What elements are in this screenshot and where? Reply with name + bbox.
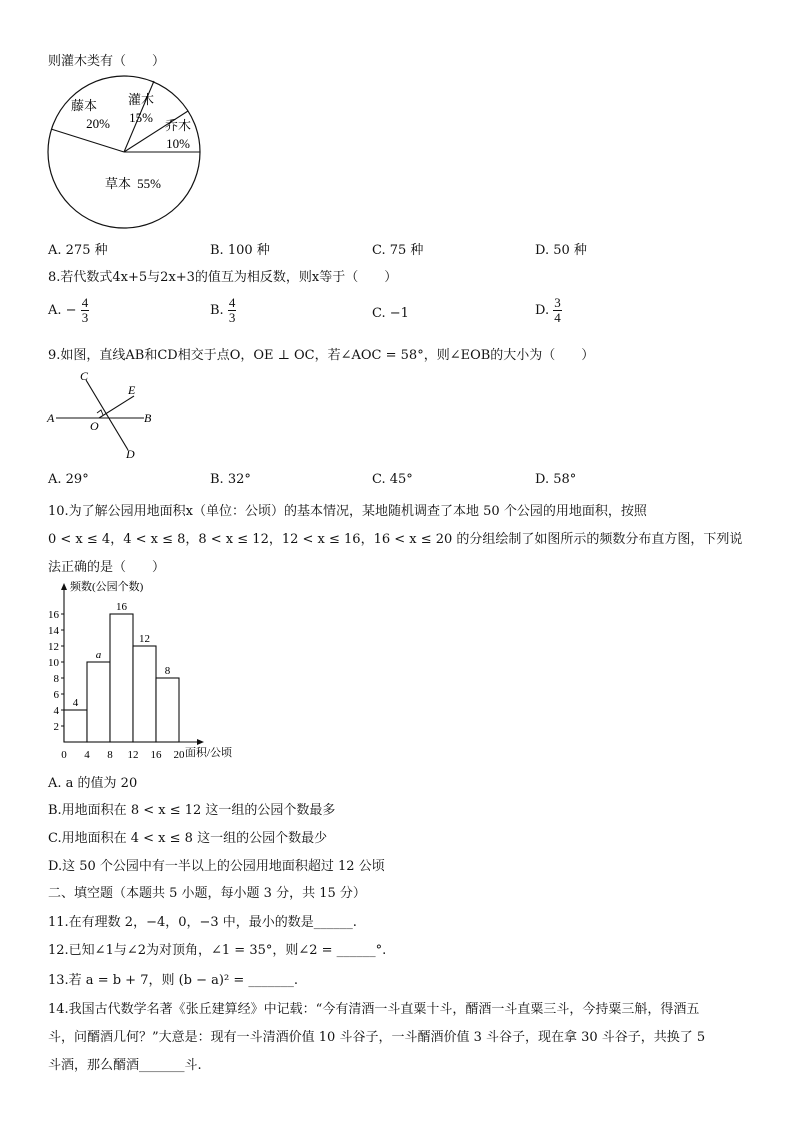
section-2-heading: 二、填空题（本题共 5 小题，每小题 3 分，共 15 分） [48,886,366,901]
histogram-x-axis-label: 面积/公顷 [185,747,233,759]
q7-option-a: A. 275 种 [48,243,108,258]
histogram-y-tick-label: 16 [48,609,59,621]
point-label-d: D [126,447,135,461]
histogram-y-tick-label: 6 [53,689,59,701]
histogram-y-tick-label: 2 [53,721,59,733]
frequency-histogram [44,578,254,764]
q8-option-a [48,296,89,325]
q10-option-a: A. a 的值为 20 [48,776,138,791]
q8-option-b-prefix: B. [210,303,228,318]
q7-option-b: B. 100 种 [210,243,270,258]
histogram-bar-label: a [95,649,102,661]
histogram-bar [156,678,179,742]
pie-pct-guanmu: 15% [129,110,153,125]
point-label-b: B [144,411,152,425]
histogram-bar [110,614,133,742]
histogram-x-tick-label: 0 [61,749,67,761]
q9-stem: 9.如图，直线AB和CD相交于点O，OE ⊥ OC，若∠AOC = 58°，则∠EOB的大小为（ ） [48,348,595,363]
histogram-x-tick-label: 4 [84,749,90,761]
pie-chart [46,72,206,232]
q10-stem-line-2: 0 < x ≤ 4，4 < x ≤ 8，8 < x ≤ 12，12 < x ≤ 16，16 < x ≤ 20 的分组绘制了如图所示的频数分布直方图，下列说 [48,532,743,547]
pie-label-qiaomu: 乔木 [164,118,192,133]
q12-text: 12.已知∠1与∠2为对顶角，∠1 = 35°，则∠2 = ______°. [48,943,387,958]
q9-option-d: D. 58° [535,472,577,487]
pie-pct-qiaomu: 10% [166,136,190,151]
q8-option-a-fraction: $\frac{4}{3}$ [81,295,89,325]
q8-stem: 8.若代数式4x+5与2x+3的值互为相反数，则x等于（ ） [48,270,398,285]
histogram-y-tick-label: 14 [48,625,59,637]
q8-option-d-prefix: D. [535,303,554,318]
pie-pct-tengben: 20% [86,116,110,131]
intersecting-lines-diagram [44,366,164,462]
histogram-y-tick-label: 10 [48,657,59,669]
q14-text-line-2: 斗，问醑酒几何？”大意是：现有一斗清酒价值 10 斗谷子，一斗醑酒价值 3 斗谷子，现在拿 30 斗谷子，共换了 5 [48,1030,706,1045]
q8-option-b-fraction: $\frac{4}{3}$ [228,295,236,325]
histogram-y-tick-label: 12 [48,641,59,653]
q9-option-c: C. 45° [372,472,413,487]
histogram-x-tick-label: 16 [150,749,162,761]
q10-stem-line-1: 10.为了解公园用地面积x（单位：公顷）的基本情况，某地随机调查了本地 50 个公园的用地面积，按照 [48,504,647,519]
histogram-x-tick-label: 12 [127,749,139,761]
q9-option-a: A. 29° [48,472,89,487]
q10-option-c: C.用地面积在 4 < x ≤ 8 这一组的公园个数最少 [48,831,328,846]
histogram-bar [64,710,87,742]
histogram-bar [87,662,110,742]
q8-option-a-prefix: A. − [48,303,77,318]
point-label-o: O [90,419,99,433]
histogram-y-axis-arrow [61,583,67,590]
histogram-y-axis-label: 频数(公园个数) [70,581,144,593]
q7-option-c: C. 75 种 [372,243,424,258]
pie-label-tengben: 藤本 [70,98,98,113]
histogram-x-tick-label: 8 [107,749,113,761]
q7-option-d: D. 50 种 [535,243,587,258]
q8-option-c: C. −1 [372,306,409,321]
q13-text: 13.若 a = b + 7，则 (b − a)² = _______. [48,973,298,988]
histogram-bar-label: 4 [72,697,79,709]
q10-option-d: D.这 50 个公园中有一半以上的公园用地面积超过 12 公顷 [48,859,385,874]
q8-option-d-fraction: $\frac{3}{4}$ [554,295,561,325]
histogram-x-tick-label: 20 [173,749,185,761]
q8-option-b [210,296,236,325]
point-label-a: A [47,411,55,425]
q10-option-b: B.用地面积在 8 < x ≤ 12 这一组的公园个数最多 [48,803,336,818]
pie-pct-caoben: 55% [137,176,161,191]
point-label-c: C [80,369,89,383]
histogram-bar-label: 8 [164,665,171,677]
histogram-y-tick-label: 4 [53,705,59,717]
q14-text-line-3: 斗酒，那么醑酒_______斗. [48,1058,202,1073]
q8-option-d [535,296,562,325]
histogram-bar [133,646,156,742]
q11-text: 11.在有理数 2，−4，0，−3 中，最小的数是______. [48,915,357,930]
q14-text-line-1: 14.我国古代数学名著《张丘建算经》中记载：“今有清酒一斗直粟十斗，醑酒一斗直粟三斗，今持粟三斛，得酒五 [48,1002,700,1017]
histogram-x-axis-arrow [197,739,204,745]
point-label-e: E [128,383,136,397]
q10-stem-line-3: 法正确的是（ ） [48,560,166,575]
q9-option-b: B. 32° [210,472,251,487]
pie-label-guanmu: 灌木 [127,92,155,107]
histogram-bar-label: 16 [116,601,127,613]
histogram-bar-label: 12 [139,633,150,645]
q7-tail-text: 则灌木类有（ ） [48,54,166,69]
pie-label-caoben: 草本 [104,176,132,191]
histogram-y-tick-label: 8 [53,673,59,685]
